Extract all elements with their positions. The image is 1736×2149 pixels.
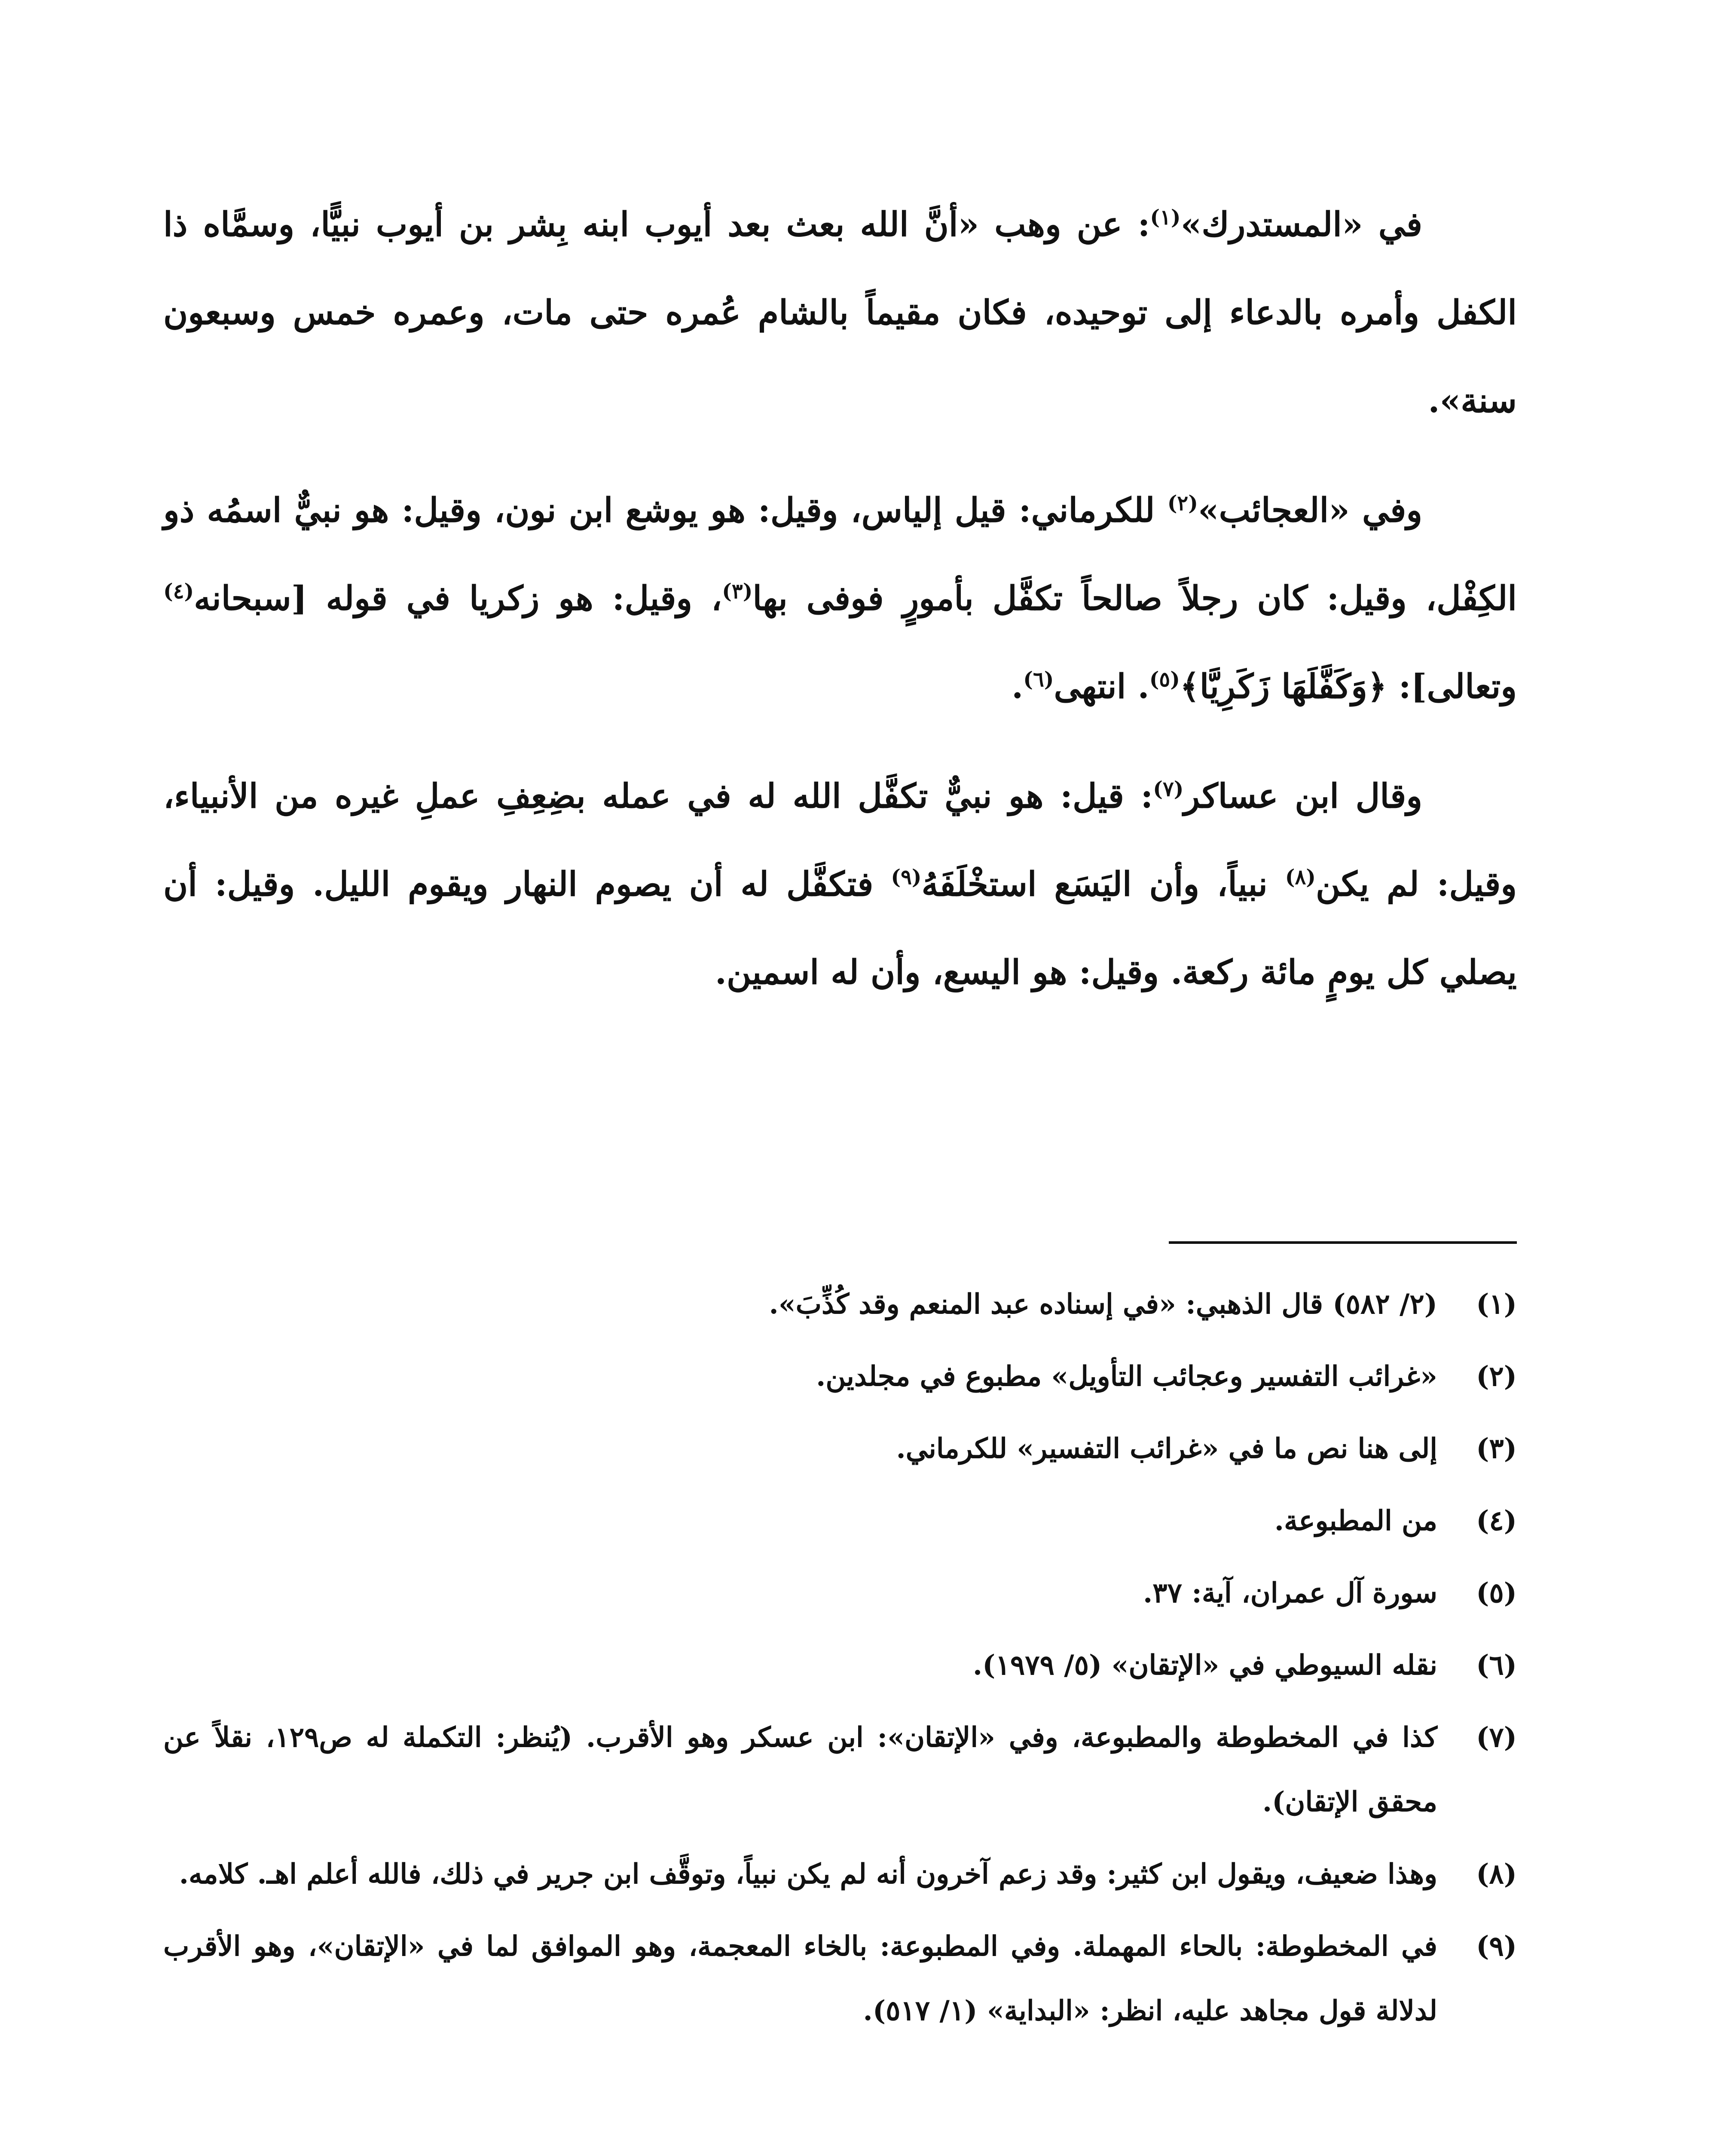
footnote-number: (٥) [1476, 1577, 1517, 1609]
footnote-text: سورة آل عمران، آية: ٣٧. [1143, 1577, 1437, 1609]
footnote-ref: (٦) [1023, 667, 1054, 692]
footnote-9 [163, 1914, 1517, 2043]
footnote-text: كذا في المخطوطة والمطبوعة، وفي «الإتقان»: ابن عسكر وهو الأقرب. (يُنظر: التكملة له ص١٢٩، نقلاً عن محقق الإتقان). [163, 1721, 1438, 1818]
footnote-5 [163, 1561, 1517, 1626]
footnote-number: (١) [1476, 1288, 1517, 1320]
footnote-number: (٧) [1476, 1721, 1517, 1754]
footnote-ref: (٢) [1167, 491, 1198, 515]
footnote-text: إلى هنا نص ما في «غرائب التفسير» للكرماني. [896, 1433, 1437, 1465]
footnote-number: (٦) [1476, 1649, 1517, 1681]
footnote-number: (٣) [1476, 1433, 1517, 1465]
text-segment: وفي «العجائب» [1198, 491, 1422, 530]
footnote-text: نقله السيوطي في «الإتقان» (٥/ ١٩٧٩). [972, 1649, 1437, 1681]
footnote-7 [163, 1705, 1517, 1834]
footnote-text: وهذا ضعيف، ويقول ابن كثير: وقد زعم آخرون أنه لم يكن نبياً، وتوقَّف ابن جرير في ذلك، فالله أعلم اهـ. كلامه. [179, 1858, 1437, 1890]
footnote-1 [163, 1272, 1517, 1337]
paragraph-2 [163, 466, 1517, 731]
text-segment: . [1012, 667, 1024, 706]
footnote-text: «غرائب التفسير وعجائب التأويل» مطبوع في مجلدين. [816, 1360, 1437, 1393]
footnote-3 [163, 1417, 1517, 1481]
footnote-ref: (٨) [1285, 865, 1316, 889]
footnote-text: في المخطوطة: بالحاء المهملة. وفي المطبوعة: بالخاء المعجمة، وهو الموافق لما في «الإتقان»، وهو الأقرب لدلالة قول مجاهد عليه، انظر: «البداية» (١/ ٥١٧). [163, 1930, 1437, 2027]
quran-quote: وتعالى]: ﴿وَكَفَّلَهَا زَكَرِيَّا﴾ [1180, 667, 1517, 706]
footnote-8 [163, 1842, 1517, 1907]
footnote-separator [1169, 1241, 1517, 1244]
text-segment: ، وقيل: هو زكريا في قوله [سبحانه [194, 579, 722, 618]
footnote-ref: (٥) [1149, 667, 1180, 692]
text-segment: : قيل: هو نبيٌّ تكفَّل الله له في عمله بضِعِفِ عملِ غيره من الأنبياء، وقيل: لم يكن [163, 777, 1517, 904]
text-segment: في «المستدرك» [1180, 205, 1422, 244]
footnote-ref: (٩) [891, 865, 922, 889]
footnote-text: (٢/ ٥٨٢) قال الذهبي: «في إسناده عبد المنعم وقد كُذِّبَ». [769, 1288, 1437, 1320]
footnote-ref: (٧) [1153, 777, 1184, 801]
text-segment: . انتهى [1054, 667, 1149, 706]
text-segment: : عن وهب «أنَّ الله بعث بعد أيوب ابنه بِشر بن أيوب نبيًّا، وسمَّاه ذا الكفل وأمره بالدعاء إلى توحيده، فكان مقيماً بالشام عُمره حتى مات، وعمره خمس وسبعون سنة». [163, 205, 1517, 420]
footnote-ref: (٣) [722, 579, 753, 603]
footnote-number: (٩) [1476, 1930, 1517, 1962]
paragraph-3 [163, 752, 1517, 1016]
footnotes-section [163, 1272, 1517, 2051]
footnote-number: (٨) [1476, 1858, 1517, 1890]
footnote-ref: (٤) [163, 579, 194, 603]
footnote-6 [163, 1633, 1517, 1698]
footnote-text: من المطبوعة. [1274, 1505, 1437, 1537]
footnote-4 [163, 1489, 1517, 1553]
text-segment: فتكفَّل له أن يصوم النهار ويقوم الليل. وقيل: أن يصلي كل يومٍ مائة ركعة. وقيل: هو اليسع، وأن له اسمين. [163, 865, 1517, 992]
text-segment: وقال ابن عساكر [1183, 777, 1422, 816]
footnote-2 [163, 1344, 1517, 1409]
footnote-number: (٢) [1476, 1360, 1517, 1393]
text-segment: نبياً، وأن اليَسَع استخْلَفَهُ [921, 865, 1285, 904]
text-segment: للكرماني: قيل إلياس، وقيل: هو يوشع ابن نون، وقيل: هو نبيٌّ اسمُه ذو الكِفْل، وقيل: كان رجلاً صالحاً تكفَّل بأمورٍ فوفى بها [163, 491, 1517, 618]
footnote-number: (٤) [1476, 1505, 1517, 1537]
paragraph-1 [163, 181, 1517, 445]
footnote-ref: (١) [1150, 205, 1181, 230]
main-text [163, 181, 1517, 1038]
